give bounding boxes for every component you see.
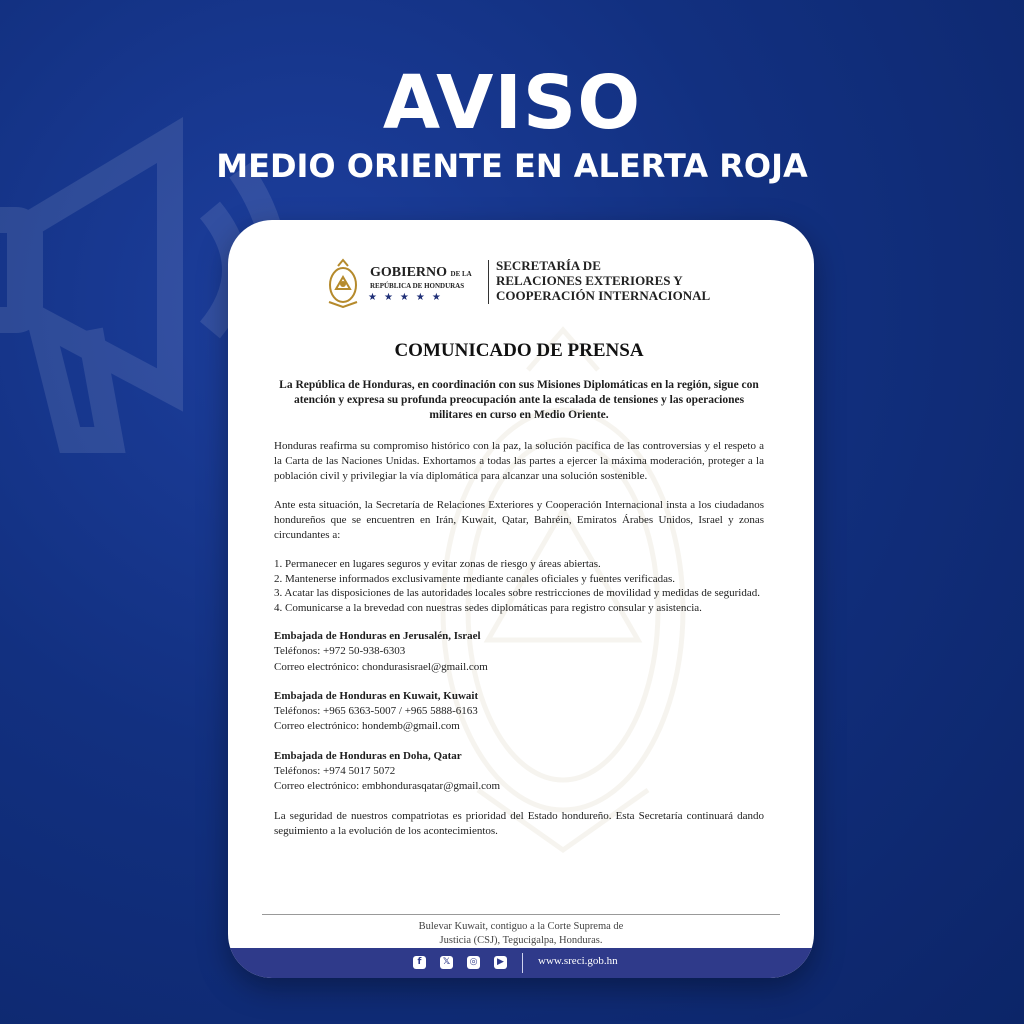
embassy-phone: Teléfonos: +972 50-938-6303 bbox=[274, 645, 406, 658]
document-heading: COMUNICADO DE PRENSA bbox=[394, 340, 644, 361]
paragraph: Ante esta situación, la Secretaría de Relaciones Exteriores y Cooperación Internacional insta a los ciudadanos hondureños que se encuentren en Irán, Kuwait, Qatar, Bahréin, Emiratos Árabes Unidos, Israel y zonas circundantes a: bbox=[274, 499, 764, 541]
paragraph: Honduras reafirma su compromiso histórico con la paz, la solución pacífica de las controversias y el respeto a la Carta de las Naciones Unidas. Exhortamos a todas las partes a ejercer la máxima moderación, proteger a la población civil y privilegiar la vía diplomática para alcanzar una solución sostenible. bbox=[274, 440, 764, 482]
x-icon[interactable]: 𝕏 bbox=[440, 956, 453, 969]
embassy-name: Embajada de Honduras en Jerusalén, Israel bbox=[274, 630, 481, 642]
embassy-email: Correo electrónico: chondurasisrael@gmail.com bbox=[274, 660, 488, 673]
gobierno-label: GOBIERNO DE LA bbox=[370, 265, 472, 280]
list-item: 1. Permanecer en lugares seguros y evitar zonas de riesgo y áreas abiertas. bbox=[274, 558, 601, 570]
letterhead bbox=[324, 256, 724, 312]
page-subtitle: MEDIO ORIENTE EN ALERTA ROJA bbox=[216, 147, 808, 185]
footer-bar bbox=[228, 948, 814, 978]
address: Bulevar Kuwait, contiguo a la Corte Suprema de Justicia (CSJ), Tegucigalpa, Honduras. bbox=[418, 921, 624, 946]
embassy-name: Embajada de Honduras en Kuwait, Kuwait bbox=[274, 689, 479, 702]
instagram-icon[interactable]: ◎ bbox=[467, 956, 480, 969]
secretaria-name: SECRETARÍA DE RELACIONES EXTERIORES Y COOPERACIÓN INTERNACIONAL bbox=[496, 258, 711, 303]
stars: ★★★★★ bbox=[368, 292, 448, 303]
recommendations-list bbox=[274, 557, 764, 615]
embassy-name: Embajada de Honduras en Doha, Qatar bbox=[274, 749, 462, 762]
list-item: 3. Acatar las disposiciones de las autoridades locales sobre restricciones de movilidad y medidas de seguridad. bbox=[274, 587, 760, 599]
footer-divider bbox=[262, 914, 780, 915]
letterhead-divider bbox=[488, 260, 489, 304]
youtube-icon[interactable]: ▶ bbox=[494, 956, 507, 969]
footer-bar-divider bbox=[522, 953, 523, 973]
document-body bbox=[274, 340, 764, 839]
embassy-email: Correo electrónico: hondemb@gmail.com bbox=[274, 720, 460, 733]
republica-label: REPÚBLICA DE HONDURAS bbox=[370, 282, 465, 290]
press-release-card bbox=[228, 220, 814, 978]
embassy-block bbox=[274, 629, 764, 675]
page-title: AVISO bbox=[382, 60, 642, 146]
website-link[interactable]: www.sreci.gob.hn bbox=[538, 955, 618, 967]
honduras-seal-icon bbox=[324, 258, 362, 308]
embassy-phone: Teléfonos: +965 6363-5007 / +965 5888-6163 bbox=[274, 705, 478, 718]
embassy-email: Correo electrónico: embhondurasqatar@gmail.com bbox=[274, 780, 501, 793]
embassy-block bbox=[274, 749, 764, 795]
embassy-phone: Teléfonos: +974 5017 5072 bbox=[274, 765, 396, 778]
lead-paragraph: La República de Honduras, en coordinación con sus Misiones Diplomáticas en la región, sigue con atención y expresa su profunda preocupación ante la escalada de tensiones y las operaciones militares en curso en Medio Oriente. bbox=[279, 379, 759, 421]
list-item: 2. Mantenerse informados exclusivamente mediante canales oficiales y fuentes verificadas. bbox=[274, 572, 676, 585]
facebook-icon[interactable]: f bbox=[413, 956, 426, 969]
closing-paragraph: La seguridad de nuestros compatriotas es prioridad del Estado hondureño. Esta Secretaría continuará dando seguimiento a la evolución de los acontecimientos. bbox=[274, 809, 764, 837]
list-item: 4. Comunicarse a la brevedad con nuestras sedes diplomáticas para registro consular y asistencia. bbox=[274, 601, 702, 614]
embassy-block bbox=[274, 689, 764, 735]
